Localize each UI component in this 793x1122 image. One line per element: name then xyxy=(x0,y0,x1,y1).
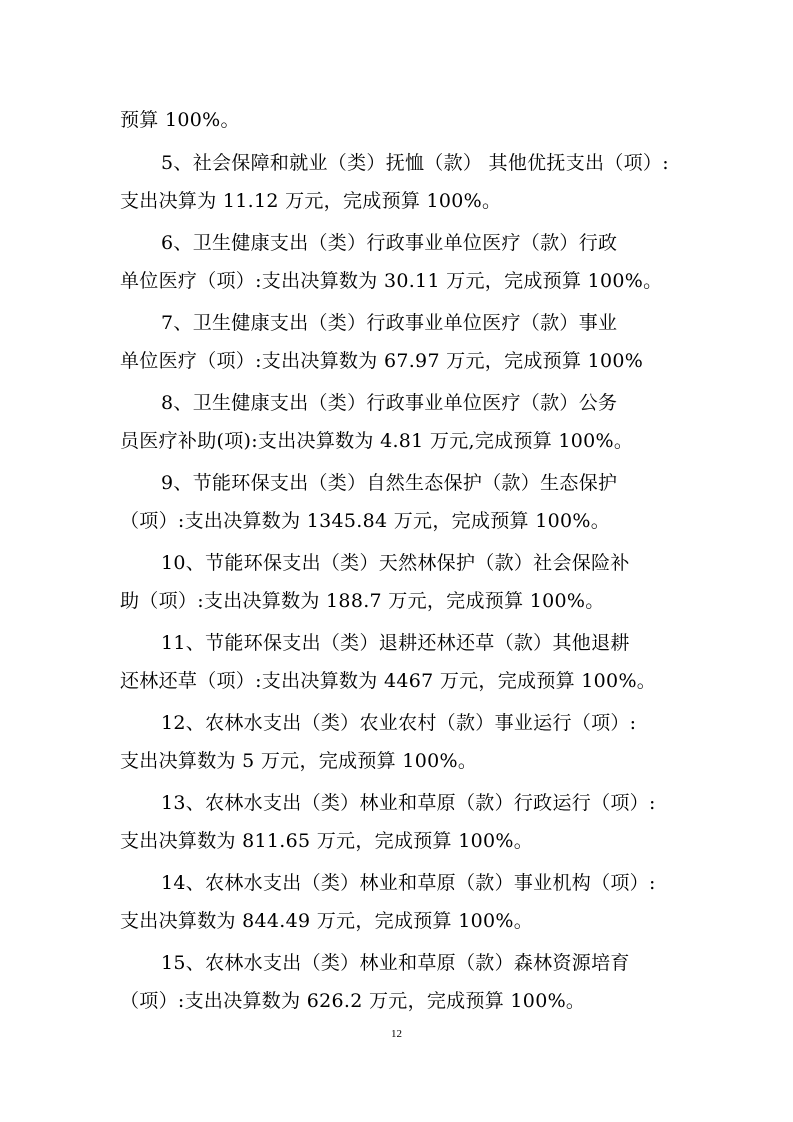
text-line: 支出决算数为 5 万元，完成预算 100%。 xyxy=(120,750,478,772)
text-line: 8、卫生健康支出（类）行政事业单位医疗（款）公务 xyxy=(161,392,618,414)
text-line: 13、农林水支出（类）林业和草原（款）行政运行（项）: xyxy=(161,792,656,814)
text-line: 10、节能环保支出（类）天然林保护（款）社会保险补 xyxy=(161,552,630,574)
text-line: 支出决算数为 811.65 万元，完成预算 100%。 xyxy=(120,830,534,852)
text-line: 6、卫生健康支出（类）行政事业单位医疗（款）行政 xyxy=(161,232,618,254)
text-line: （项）:支出决算数为 1345.84 万元，完成预算 100%。 xyxy=(120,510,611,532)
text-line: 支出决算为 11.12 万元，完成预算 100%。 xyxy=(120,190,502,212)
text-line: 单位医疗（项）:支出决算数为 30.11 万元，完成预算 100%。 xyxy=(120,270,663,292)
text-line: 支出决算数为 844.49 万元，完成预算 100%。 xyxy=(120,910,534,932)
text-line: 还林还草（项）:支出决算数为 4467 万元，完成预算 100%。 xyxy=(120,670,657,692)
text-line: 11、节能环保支出（类）退耕还林还草（款）其他退耕 xyxy=(161,632,630,654)
text-line: 12、农林水支出（类）农业农村（款）事业运行（项）: xyxy=(161,712,637,734)
text-line: 15、农林水支出（类）林业和草原（款）森林资源培育 xyxy=(161,952,630,974)
text-line: 14、农林水支出（类）林业和草原（款）事业机构（项）: xyxy=(161,872,656,894)
text-line: 员医疗补助(项):支出决算数为 4.81 万元,完成预算 100%。 xyxy=(120,430,634,452)
text-line: 助（项）:支出决算数为 188.7 万元，完成预算 100%。 xyxy=(120,590,605,612)
text-line: （项）:支出决算数为 626.2 万元，完成预算 100%。 xyxy=(120,990,586,1012)
page-number: 12 xyxy=(391,1028,402,1040)
text-line: 7、卫生健康支出（类）行政事业单位医疗（款）事业 xyxy=(161,312,618,334)
text-line: 9、节能环保支出（类）自然生态保护（款）生态保护 xyxy=(161,472,618,494)
text-line: 单位医疗（项）:支出决算数为 67.97 万元，完成预算 100% xyxy=(120,350,644,372)
text-line: 预算 100%。 xyxy=(120,109,240,131)
text-line: 5、社会保障和就业（类）抚恤（款） 其他优抚支出（项）: xyxy=(161,152,669,174)
